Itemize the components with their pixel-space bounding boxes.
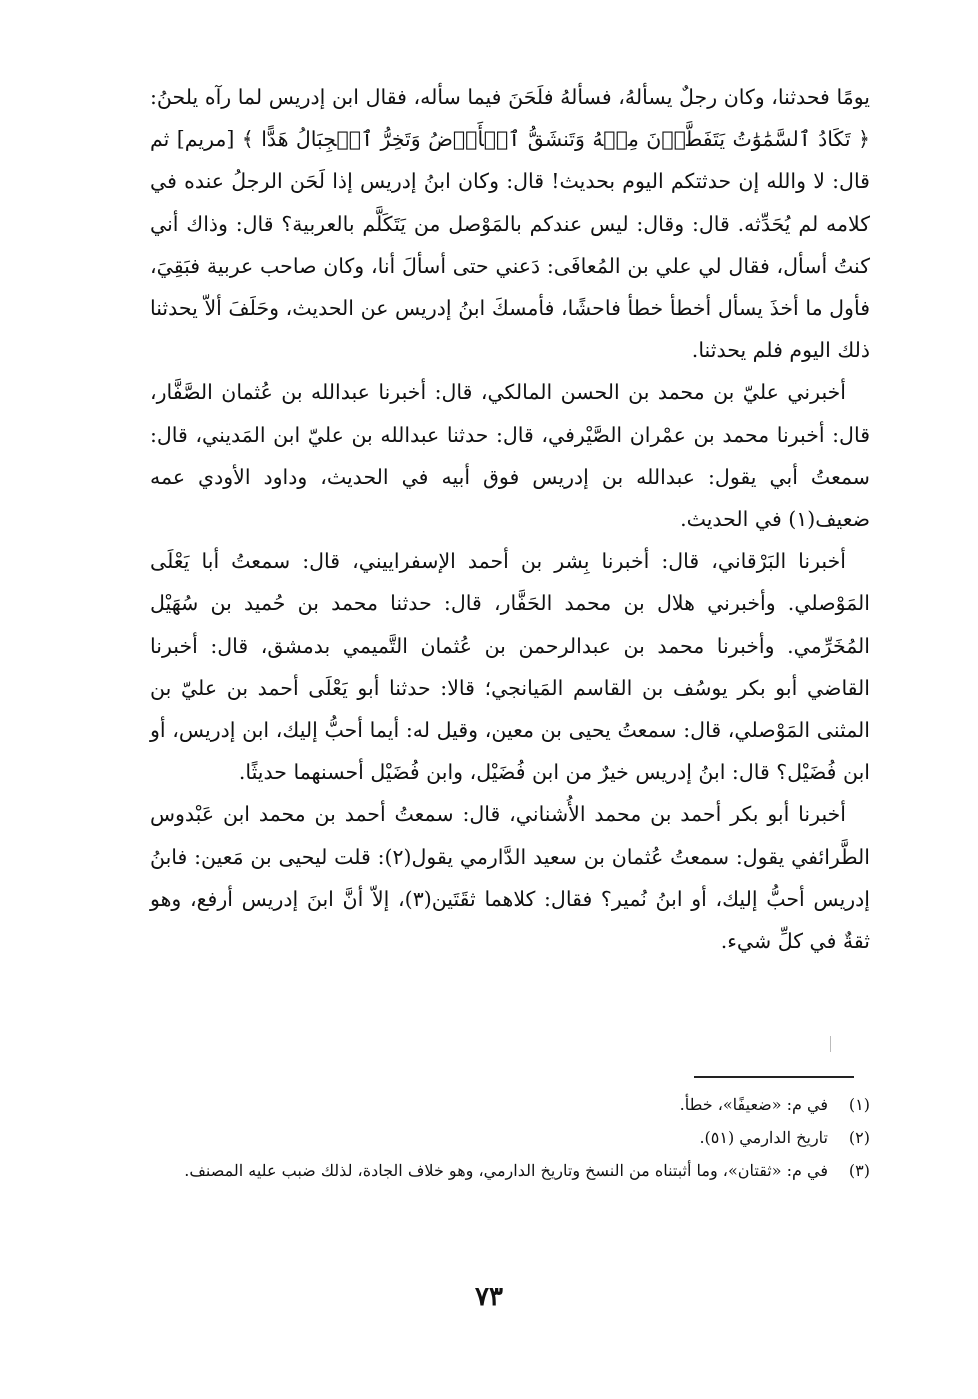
- footnote-number: (٢): [848, 1128, 870, 1147]
- paragraph: يومًا فحدثنا، وكان رجلٌ يسألهُ، فسألهُ فلَحَنَ فيما سأله، فقال ابن إدريس لما رآه يلحنُ: ﴿ تَكَادُ ٱلسَّمَٰوَٰتُ يَتَفَطَّرۡنَ مِنۡهُ وَتَنشَقُّ ٱلۡأَرۡضُ وَتَخِرُّ ٱلۡجِبَالُ هَدًّا ﴾ [مريم] ثم قال: لا والله إن حدثتكم اليوم بحديث! قال: وكان ابنُ إدريس إذا لَحَن الرجلُ عنده في كلامه لم يُحَدِّثه. قال: وقال: ليس عندكم بالمَوْصل من يَتَكَلَّم بالعربية؟ قال: وذاك أني كنتُ أسأل، فقال لي علي بن المُعافَى: دَعني حتى أسألَ أنا، وكان صاحب عربية فبَقِيَ، فأول ما أخذَ يسأل أخطأ خطأ فاحشًا، فأمسكَ ابنُ إدريس عن الحديث، وحَلَفَ ألاّ يحدثنا ذلك اليوم فلم يحدثنا.: [150, 85, 870, 363]
- main-text: [150, 76, 870, 962]
- footnote-text: في م: «ثقتان»، وما أثبتناه من النسخ وتاريخ الدارمي، وهو خلاف الجادة، لذلك ضبب عليه المصنف.: [184, 1161, 828, 1180]
- footnotes: [150, 1088, 870, 1187]
- footnote-divider: [694, 1076, 854, 1078]
- paragraph: أخبرنا أبو بكر أحمد بن محمد الأُشناني، قال: سمعتُ أحمد بن محمد ابن عَبْدوس الطَّرائفي يقول: سمعتُ عُثمان بن سعيد الدَّارمي يقول(٢): قلت ليحيى بن مَعين: فابنُ إدريس أحبُّ إليك، أو ابنُ نُمير؟ فقال: كلاهما ثقَتَين(٣)، إلاّ أنَّ ابنَ إدريس أرفع، وهو ثقةٌ في كلِّ شيء.: [150, 802, 870, 954]
- margin-mark: [830, 1036, 831, 1052]
- footnote: [150, 1121, 870, 1154]
- footnote-number: (٣): [848, 1161, 870, 1180]
- footnote-text: في م: «ضعيفًا»، خطأ.: [679, 1095, 828, 1114]
- footnote: [150, 1154, 870, 1187]
- footnote-text: تاريخ الدارمي (٥١).: [699, 1128, 828, 1147]
- footnote-number: (١): [848, 1095, 870, 1114]
- footnote: [150, 1088, 870, 1121]
- paragraph: أخبرني عليّ بن محمد بن الحسن المالكي، قال: أخبرنا عبدالله بن عُثمان الصَّفَّار، قال: أخبرنا محمد بن عمْران الصَّيْرفي، قال: حدثنا عبدالله بن عليّ ابن المَديني، قال: سمعتُ أبي يقول: عبدالله بن إدريس فوق أبيه في الحديث، وداود الأودي عمه ضعيف(١) في الحديث.: [150, 380, 870, 532]
- paragraph: أخبرنا البَرْقاني، قال: أخبرنا بِشر بن أحمد الإسفراييني، قال: سمعتُ أبا يَعْلَى المَوْصلي. وأخبرني هلال بن محمد الحَفَّار، قال: حدثنا محمد بن حُميد بن سُهَيْل المُخَرِّمي. وأخبرنا محمد بن عبدالرحمن بن عُثمان التَّميمي بدمشق، قال: أخبرنا القاضي أبو بكر يوسُف بن القاسم المَيانجي؛ قالا: حدثنا أبو يَعْلَى أحمد بن عليّ بن المثنى المَوْصلي، قال: سمعتُ يحيى بن معين، وقيل له: أيما أحبُّ إليك، ابن إدريس، أو ابن فُضَيْل؟ قال: ابنُ إدريس خيرٌ من ابن فُضَيْل، وابن فُضَيْل أحسنهما حديثًا.: [150, 549, 870, 785]
- page-number: ٧٣: [475, 1282, 503, 1312]
